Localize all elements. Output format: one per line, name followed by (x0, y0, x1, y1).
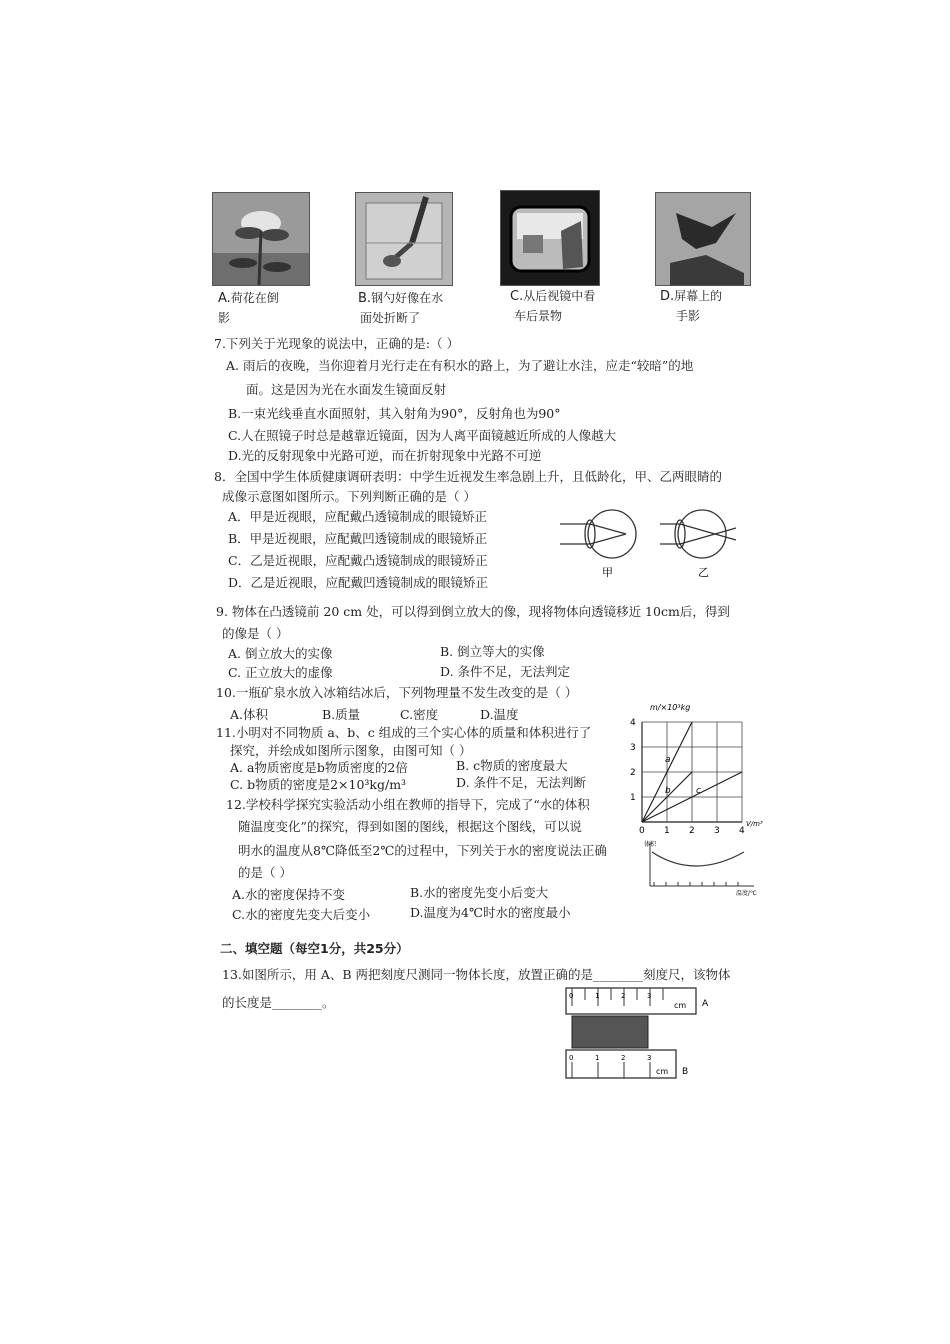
q8-stem-line2: 成像示意图如图所示。下列判断正确的是（ ） (222, 489, 476, 504)
q12-option-d: D.温度为4℃时水的密度最小 (410, 905, 571, 920)
svg-text:1: 1 (595, 1054, 600, 1062)
q12-option-a: A.水的密度保持不变 (232, 887, 346, 902)
q12-stem-line1: 12.学校科学探究实验活动小组在教师的指导下，完成了“水的体积 (226, 797, 590, 812)
x-tick-label: 2 (689, 826, 695, 835)
q9-stem-line2: 的像是（ ） (222, 626, 289, 641)
x-tick-label: 1 (664, 826, 670, 835)
q7-option-d: D.光的反射现象中光路可逆，而在折射现象中光路不可逆 (228, 448, 542, 463)
graph-xlabel: 温度/℃ (736, 890, 757, 897)
svg-text:3: 3 (647, 992, 652, 1000)
q13-line1: 13.如图所示，用 A、B 两把刻度尺测同一物体长度，放置正确的是________刻度尺，该物体 (222, 967, 731, 982)
y-tick-label: 4 (630, 718, 636, 728)
photo-hand-shadow (655, 192, 751, 286)
q13-line2: 的长度是________。 (222, 995, 335, 1010)
q12-option-b: B.水的密度先变小后变大 (410, 885, 549, 900)
q11-option-c: C. b物质的密度是2×10³kg/m³ (230, 777, 407, 792)
ruler-a-unit: cm (674, 1001, 687, 1010)
label-jia: 甲 (602, 566, 613, 579)
q12-stem-line4: 的是（ ） (238, 865, 292, 880)
x-axis-label: V/m³ (746, 820, 763, 828)
q7-option-a: A. 雨后的夜晚，当你迎着月光行走在有积水的路上，为了避让水洼，应走“较暗”的地 (226, 358, 694, 373)
measured-object (572, 1016, 648, 1048)
y-tick-label: 2 (630, 768, 636, 778)
ruler-b-label: B (682, 1067, 689, 1077)
volume-temperature-graph (644, 838, 768, 898)
photo-rearview-mirror (500, 190, 600, 286)
q7-option-a-line2: 面。这是因为光在水面发生镜面反射 (246, 382, 447, 397)
q11-option-d: D. 条件不足，无法判断 (456, 775, 587, 790)
photo-lotus-reflection (212, 192, 310, 286)
q7-stem: 7.下列关于光现象的说法中，正确的是:（ ） (214, 336, 460, 351)
eye-jia (560, 510, 636, 558)
x-tick-label: 0 (639, 826, 645, 835)
q7-option-b: B.一束光线垂直水面照射，其入射角为90°，反射角也为90° (228, 406, 561, 421)
svg-text:2: 2 (621, 1054, 626, 1062)
q8-option-a: A．甲是近视眼，应配戴凸透镜制成的眼镜矫正 (228, 509, 488, 524)
graph-ylabel: 体积 (644, 841, 657, 848)
q8-stem-line1: 8．全国中学生体质健康调研表明：中学生近视发生率急剧上升，且低龄化，甲、乙两眼睛的 (214, 469, 722, 484)
q10-stem: 10.一瓶矿泉水放入冰箱结冰后，下列物理量不发生改变的是（ ） (216, 685, 578, 700)
q8-option-b: B．甲是近视眼，应配戴凹透镜制成的眼镜矫正 (228, 531, 488, 546)
q10-option-a: A.体积 (230, 707, 269, 722)
q11-stem-line2: 探究，并绘成如图所示图象，由图可知（ ） (230, 743, 472, 758)
caption-c-line2: 车后景物 (514, 309, 563, 323)
svg-text:3: 3 (647, 1054, 652, 1062)
eye-yi (660, 510, 736, 558)
q9-option-b: B. 倒立等大的实像 (440, 644, 545, 659)
q12-stem-line3: 明水的温度从8℃降低至2℃的过程中，下列关于水的密度说法正确 (238, 843, 607, 858)
q11-option-b: B. c物质的密度最大 (456, 758, 568, 773)
y-tick-label: 1 (630, 793, 636, 803)
svg-text:0: 0 (569, 1054, 574, 1062)
q10-option-b: B.质量 (322, 707, 361, 722)
series-label-a: a (665, 755, 671, 765)
ruler-a-label: A (702, 999, 709, 1009)
section-fill-blank-title: 二、填空题（每空1分，共25分） (220, 941, 409, 956)
x-tick-label: 4 (739, 826, 745, 835)
caption-d: D.屏幕上的 (660, 289, 723, 304)
x-tick-label: 3 (714, 826, 720, 835)
caption-d-line2: 手影 (676, 309, 701, 323)
y-axis-label: m/×10³kg (650, 703, 691, 712)
caption-b: B.钢勺好像在水 (358, 291, 444, 306)
eye-diagram (560, 500, 750, 580)
caption-a: A.荷花在倒 (218, 291, 279, 306)
q8-option-c: C．乙是近视眼，应配戴凸透镜制成的眼镜矫正 (228, 553, 488, 568)
q9-option-a: A. 倒立放大的实像 (228, 646, 333, 661)
svg-text:2: 2 (621, 992, 626, 1000)
q9-option-d: D. 条件不足，无法判定 (440, 664, 571, 679)
q10-option-c: C.密度 (400, 707, 439, 722)
q8-option-d: D．乙是近视眼，应配戴凹透镜制成的眼镜矫正 (228, 575, 489, 590)
series-label-b: b (665, 786, 671, 796)
mass-volume-chart (622, 700, 772, 835)
caption-a-line2: 影 (218, 311, 231, 325)
q12-option-c: C.水的密度先变大后变小 (232, 907, 371, 922)
y-tick-label: 3 (630, 743, 636, 753)
q12-stem-line2: 随温度变化”的探究，得到如图的图线，根据这个图线，可以说 (238, 819, 582, 834)
photo-spoon-in-water (355, 192, 453, 286)
q7-option-c: C.人在照镜子时总是越靠近镜面，因为人离平面镜越近所成的人像越大 (228, 428, 617, 443)
q9-stem-line1: 9. 物体在凸透镜前 20 cm 处，可以得到倒立放大的像，现将物体向透镜移近 10cm后，得到 (216, 604, 730, 619)
caption-c: C.从后视镜中看 (510, 289, 596, 304)
q10-option-d: D.温度 (480, 707, 519, 722)
label-yi: 乙 (698, 566, 709, 579)
series-label-c: c (696, 786, 701, 796)
svg-text:0: 0 (569, 992, 574, 1000)
q11-option-a: A. a物质密度是b物质密度的2倍 (230, 760, 408, 775)
q9-option-c: C. 正立放大的虚像 (228, 665, 333, 680)
q11-stem-line1: 11.小明对不同物质 a、b、c 组成的三个实心体的质量和体积进行了 (216, 725, 592, 740)
ruler-diagram (560, 986, 720, 1080)
svg-text:1: 1 (595, 992, 600, 1000)
caption-b-line2: 面处折断了 (360, 311, 421, 325)
ruler-b-unit: cm (656, 1067, 669, 1076)
